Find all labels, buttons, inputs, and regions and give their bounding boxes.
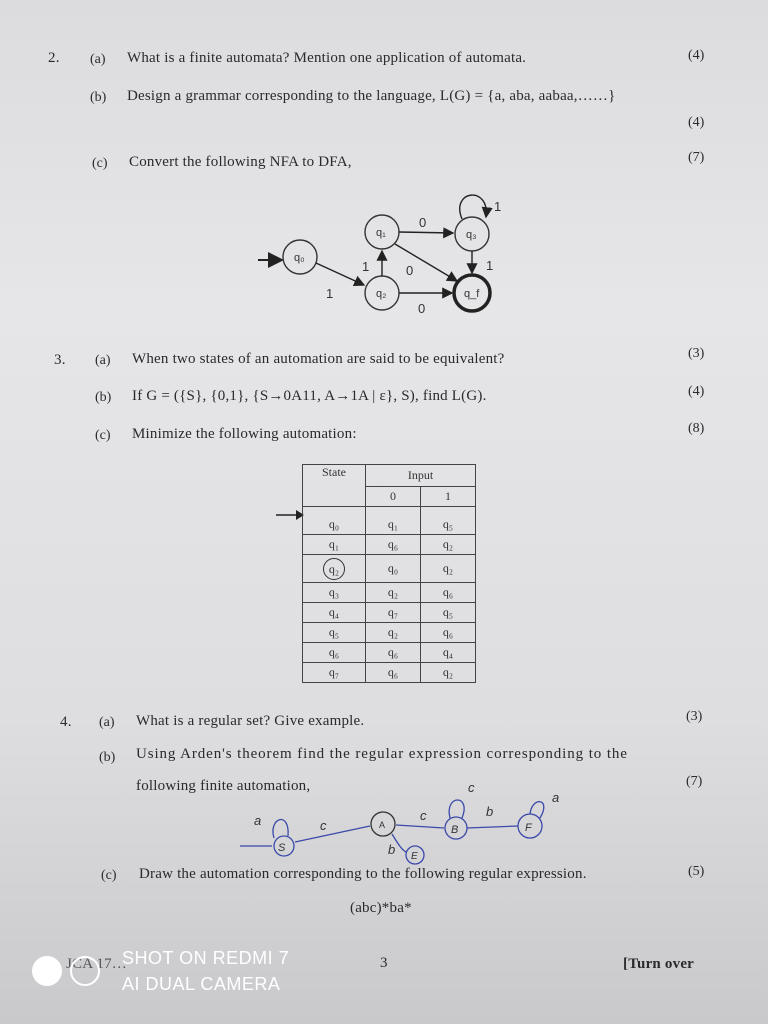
q2b-label: (b) (90, 90, 107, 105)
table-cell: q₅ (421, 603, 476, 623)
q4b-label: (b) (99, 750, 116, 765)
sketch-label-a: a (254, 813, 262, 828)
q3b-marks: (4) (688, 384, 705, 399)
sketch-state-s-label: S (278, 842, 286, 854)
sketch-label-b2: b (388, 842, 396, 857)
edge-label-q1-q3: 0 (419, 215, 427, 230)
q4a-label: (a) (99, 715, 115, 730)
sketch-state-f-label: F (525, 822, 532, 834)
question-3-number: 3. (54, 352, 66, 368)
edge-label-q2-qf: 0 (418, 301, 426, 316)
final-state-circle: q₂ (323, 558, 345, 580)
table-cell: q₇ (366, 603, 421, 623)
state-q2-label: q₂ (376, 288, 387, 300)
table-header-col-0: 0 (366, 487, 421, 507)
regular-expression: (abc)*ba* (350, 900, 412, 916)
sketch-label-b1: b (486, 804, 494, 819)
q3a-label: (a) (95, 353, 111, 368)
q2a-marks: (4) (688, 48, 705, 63)
table-row-state: q₃ (303, 583, 366, 603)
table-header-col-1: 1 (421, 487, 476, 507)
q3a-marks: (3) (688, 346, 705, 361)
sketch-edge-b-f (467, 826, 518, 828)
q2c-marks: (7) (688, 150, 705, 165)
q3c-marks: (8) (688, 421, 705, 436)
table-row-state: q₄ (303, 603, 366, 623)
q4b-marks: (7) (686, 774, 703, 789)
edge-q3-self-loop (460, 195, 487, 219)
state-q1-label: q₁ (376, 227, 386, 239)
table-cell: q₁ (366, 515, 421, 535)
q3b-label: (b) (95, 390, 112, 405)
edge-label-q3-loop: 1 (494, 199, 502, 214)
table-cell: q₂ (421, 663, 476, 683)
footer-turn-over: [Turn over (623, 956, 695, 972)
edge-label-q3-qf: 1 (486, 258, 494, 273)
watermark-line-1: SHOT ON REDMI 7 (122, 948, 290, 968)
q2b-marks: (4) (688, 115, 705, 130)
edge-q1-q3 (399, 232, 453, 233)
question-4-number: 4. (60, 714, 72, 730)
q4b-text-line1: Using Arden's theorem find the regular expression corresponding to the (136, 746, 628, 762)
watermark-filled-circle (32, 956, 62, 986)
table-cell: q₅ (421, 515, 476, 535)
table-cell: q₂ (366, 583, 421, 603)
q3c-text: Minimize the following automation: (132, 426, 357, 442)
table-cell: q₆ (421, 583, 476, 603)
q3b-text: If G = ({S}, {0,1}, {S→0A11, A→1A | ε}, S), find L(G). (132, 388, 487, 404)
question-2-number: 2. (48, 50, 60, 66)
table-cell: q₂ (421, 535, 476, 555)
q2a-text: What is a finite automata? Mention one application of automata. (127, 50, 527, 66)
sketch-label-c2: c (420, 808, 427, 823)
sketch-state-b-label: B (451, 824, 459, 836)
edge-q0-q2 (316, 263, 364, 285)
q4c-label: (c) (101, 868, 117, 883)
state-qf-label: q_f (464, 288, 480, 300)
sketch-loop-s (273, 820, 288, 838)
table-row-state: q₇ (303, 663, 366, 683)
table-header-input: Input (366, 465, 476, 487)
q2a-label: (a) (90, 52, 106, 67)
footer-page-number: 3 (380, 955, 388, 971)
state-q0-label: q₀ (294, 252, 305, 264)
watermark-ring-circle (70, 956, 100, 986)
footer-code: JCA 17… (66, 956, 127, 972)
q4c-text: Draw the automation corresponding to the following regular expression. (139, 866, 587, 882)
handwritten-automaton-sketch (240, 780, 570, 870)
sketch-label-c3: c (468, 780, 475, 795)
edge-q1-qf (395, 244, 457, 281)
sketch-label-c1: c (320, 818, 327, 833)
sketch-edge-a-b (396, 825, 444, 828)
sketch-state-a-label: A (379, 820, 386, 830)
edge-label-q0-q2: 1 (326, 286, 334, 301)
table-row-state: q₀ (303, 515, 366, 535)
q2b-text: Design a grammar corresponding to the language, L(G) = {a, aba, aabaa,……} (127, 88, 616, 104)
nfa-diagram (250, 185, 530, 325)
table-cell: q₀ (366, 555, 421, 583)
table-cell: q₂ (366, 623, 421, 643)
q4b-text-line2: following finite automation, (136, 778, 311, 794)
table-cell: q₆ (421, 623, 476, 643)
sketch-state-e-label: E (411, 851, 418, 862)
edge-label-q1-qf: 0 (406, 263, 414, 278)
q2c-label: (c) (92, 156, 108, 171)
edge-label-q2-q1: 1 (362, 259, 370, 274)
table-row-state: q₁ (303, 535, 366, 555)
transition-table (302, 464, 476, 683)
state-q3-label: q₃ (466, 229, 477, 241)
table-cell: q₂ (421, 555, 476, 583)
table-cell: q₆ (366, 643, 421, 663)
watermark-line-2: AI DUAL CAMERA (122, 974, 281, 994)
sketch-label-a2: a (552, 790, 560, 805)
q4a-marks: (3) (686, 709, 703, 724)
sketch-edge-s-a (295, 826, 370, 842)
table-cell: q₆ (366, 535, 421, 555)
sketch-loop-b (449, 800, 464, 818)
table-header-state: State (303, 465, 366, 507)
table-row-state: q₅ (303, 623, 366, 643)
q3c-label: (c) (95, 428, 111, 443)
q2c-text: Convert the following NFA to DFA, (129, 154, 352, 170)
q4c-marks: (5) (688, 864, 705, 879)
table-cell: q₆ (366, 663, 421, 683)
table-row-state-final (303, 555, 366, 583)
q3a-text: When two states of an automation are said to be equivalent? (132, 351, 505, 367)
table-cell: q₄ (421, 643, 476, 663)
table-row-state: q₆ (303, 643, 366, 663)
q4a-text: What is a regular set? Give example. (136, 713, 365, 729)
